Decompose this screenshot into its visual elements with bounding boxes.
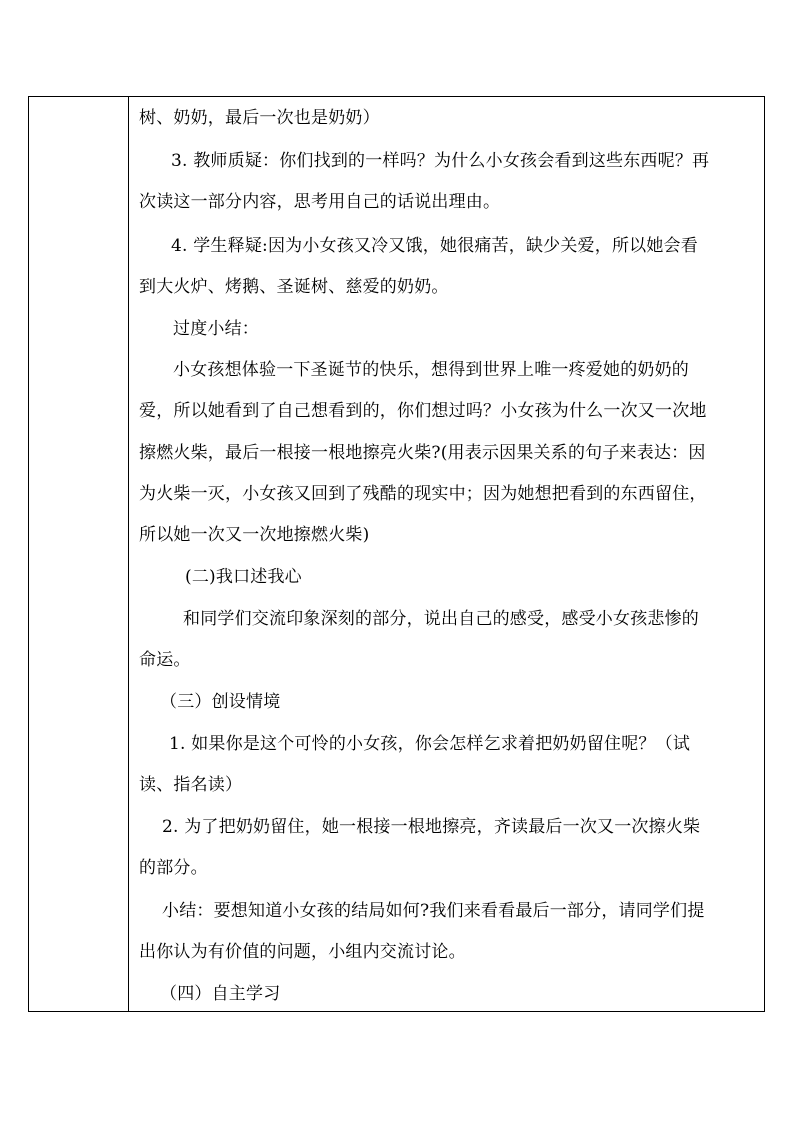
text-line: 3. 教师质疑：你们找到的一样吗？为什么小女孩会看到这些东西呢？再 xyxy=(171,151,710,171)
text-line: 1. 如果你是这个可怜的小女孩，你会怎样乞求着把奶奶留住呢？（试 xyxy=(169,734,691,754)
table-content-cell xyxy=(129,97,764,1011)
text-line: 树、奶奶，最后一次也是奶奶） xyxy=(139,108,380,128)
section-label: 过度小结： xyxy=(173,319,259,339)
text-line: 擦燃火柴，最后一根接一根地擦亮火柴?(用表示因果关系的句子来表达：因 xyxy=(139,443,706,463)
lesson-table xyxy=(28,96,765,1012)
text-line: 命运。 xyxy=(139,650,191,670)
text-line: 到大火炉、烤鹅、圣诞树、慈爱的奶奶。 xyxy=(139,277,449,297)
text-line: 的部分。 xyxy=(139,858,208,878)
text-line: 读、指名读） xyxy=(139,775,243,795)
section-heading: （四）自主学习 xyxy=(160,984,281,1004)
section-heading: （三）创设情境 xyxy=(160,692,281,712)
text-line: 所以她一次又一次地擦燃火柴) xyxy=(139,525,370,545)
text-line: 和同学们交流印象深刻的部分，说出自己的感受，感受小女孩悲惨的 xyxy=(183,609,699,629)
section-heading: (二)我口述我心 xyxy=(185,567,302,587)
text-line: 次读这一部分内容，思考用自己的话说出理由。 xyxy=(139,192,501,212)
text-line: 出你认为有价值的问题，小组内交流讨论。 xyxy=(139,942,466,962)
table-left-cell xyxy=(29,97,129,1011)
text-line: 4. 学生释疑:因为小女孩又冷又饿，她很痛苦，缺少关爱，所以她会看 xyxy=(171,236,698,256)
text-line: 2. 为了把奶奶留住，她一根接一根地擦亮，齐读最后一次又一次擦火柴 xyxy=(162,817,701,837)
text-line: 小女孩想体验一下圣诞节的快乐，想得到世界上唯一疼爱她的奶奶的 xyxy=(173,360,689,380)
text-line: 小结：要想知道小女孩的结局如何?我们来看看最后一部分，请同学们提 xyxy=(162,901,705,921)
text-line: 爱，所以她看到了自己想看到的，你们想过吗？小女孩为什么一次又一次地 xyxy=(139,401,707,421)
text-line: 为火柴一灭，小女孩又回到了残酷的现实中；因为她想把看到的东西留住， xyxy=(139,484,707,504)
